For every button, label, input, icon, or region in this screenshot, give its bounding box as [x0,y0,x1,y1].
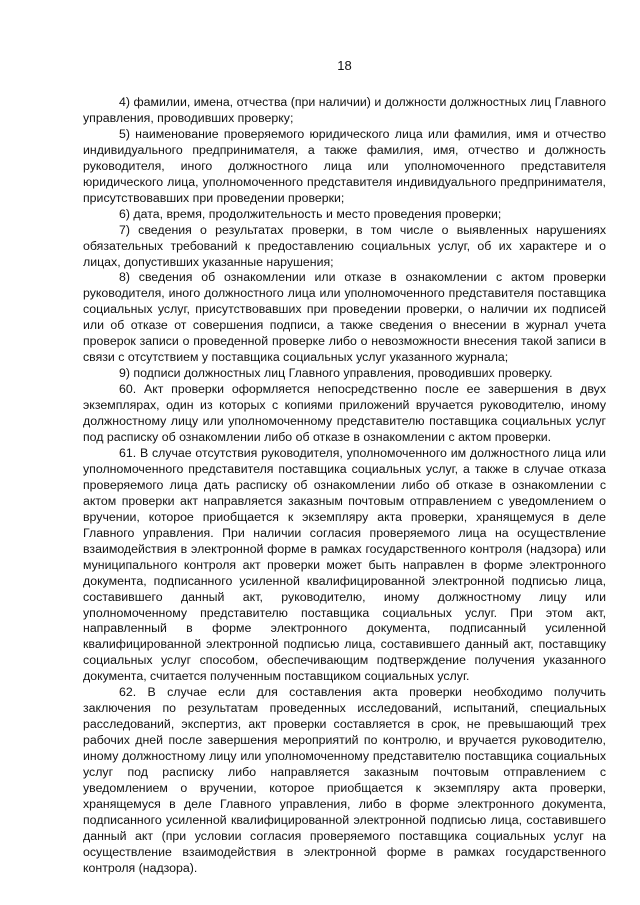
paragraph-item-4-inspectors: 4) фамилии, имена, отчества (при наличии) и должности должностных лиц Главного управления, проводивших проверку; [83,95,606,125]
paragraph-section-62: 62. В случае если для составления акта проверки необходимо получить заключения по результатам проведенных исследований, испытаний, специальных расследований, экспертиз, акт проверки составляется в срок, не превышающий трех рабочих дней после завершения мероприятий по контролю, и вручается руководителю, иному должностному лицу или уполномоченному представителю поставщика социальных услуг под расписку либо направляется заказным почтовым отправлением с уведомлением о вручении, которое приобщается к экземпляру акта проверки, хранящемуся в деле Главного управления, либо в форме электронного документа, подписанного усиленной квалифицированной электронной подписью лица, составившего данный акт (при условии согласия проверяемого поставщика социальных услуг на осуществление взаимодействия в электронной форме в рамках государственного контроля (надзора). [83,685,606,875]
paragraph-item-5-inspected-entity: 5) наименование проверяемого юридического лица или фамилия, имя и отчество индивидуального предпринимателя, а также фамилия, имя, отчество и должность руководителя, иного должностного лица или уполномоченного представителя юридического лица, уполномоченного представителя индивидуального предпринимателя, присутствовавших при проведении проверки; [83,126,606,205]
paragraph-section-61: 61. В случае отсутствия руководителя, уполномоченного им должностного лица или уполномоченного представителя поставщика социальных услуг, а также в случае отказа проверяемого лица дать расписку об ознакомлении либо об отказе в ознакомлении с актом проверки акт направляется заказным почтовым отправлением с уведомлением о вручении, которое приобщается к экземпляру акта проверки, хранящемуся в деле Главного управления. При наличии согласия проверяемого лица на осуществление взаимодействия в электронной форме в рамках государственного контроля (надзора) или муниципального контроля акт проверки может быть направлен в форме электронного документа, подписанного усиленной квалифицированной электронной подписью лица, составившего данный акт, руководителю, иному должностному лицу или уполномоченному представителю поставщика социальных услуг. При этом акт, направленный в форме электронного документа, подписанный усиленной квалифицированной электронной подписью лица, составившего данный акт, поставщику социальных услуг способом, обеспечивающим подтверждение получения указанного документа, считается полученным поставщиком социальных услуг. [83,445,606,684]
page-number: 18 [337,58,352,73]
document-body [83,95,606,877]
paragraph-item-7-results: 7) сведения о результатах проверки, в том числе о выявленных нарушениях обязательных требований к предоставлению социальных услуг, об их характере и о лицах, допустивших указанные нарушения; [83,222,606,269]
paragraph-item-8-acknowledgement: 8) сведения об ознакомлении или отказе в ознакомлении с актом проверки руководителя, иного должностного лица или уполномоченного представителя поставщика социальных услуг, присутствовавших при проведении проверки, о наличии их подписей или об отказе от совершения подписи, а также сведения о внесении в журнал учета проверок записи о проведенной проверке либо о невозможности внесения такой записи в связи с отсутствием у поставщика социальных услуг указанного журнала; [83,270,606,365]
paragraph-item-9-signatures: 9) подписи должностных лиц Главного управления, проводивших проверку. [119,366,553,381]
paragraph-section-60: 60. Акт проверки оформляется непосредственно после ее завершения в двух экземплярах, один из которых с копиями приложений вручается руководителю, иному должностному лицу или уполномоченному представителю поставщика социальных услуг под расписку об ознакомлении либо об отказе в ознакомлении с актом проверки. [83,382,606,445]
paragraph-item-6-date-place: 6) дата, время, продолжительность и место проведения проверки; [119,206,502,221]
